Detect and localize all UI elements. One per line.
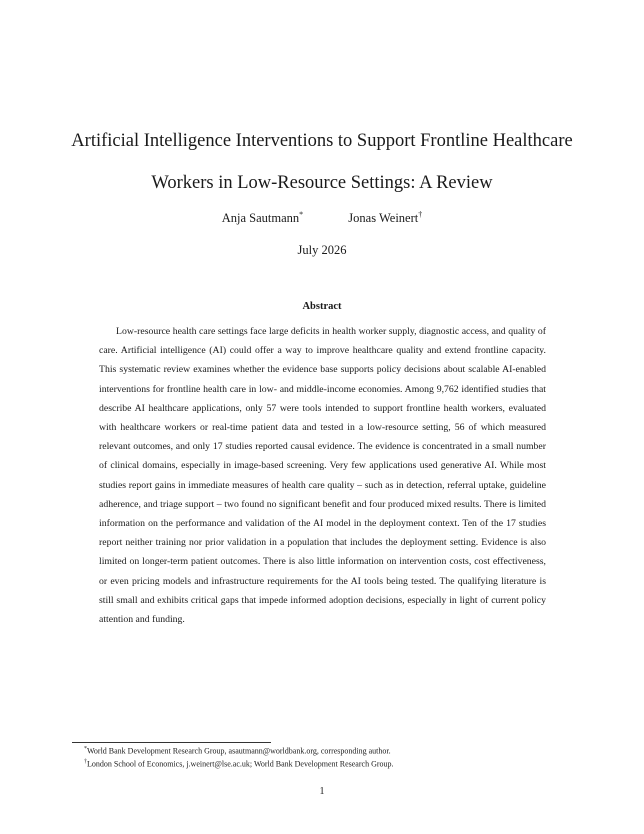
footnote-1 [84,744,564,757]
abstract-text: Low-resource health care settings face large deficits in health worker supply, diagnostic access, and quality of care. Artificial intelligence (AI) could offer a way to improve healthcare quality and extend frontline capacity. This systematic review examines whether the evidence base supports policy decisions about scalable AI-enabled interventions for frontline health care in low- and middle-income economies. Among 9,762 identified studies that describe AI healthcare applications, only 57 were tools intended to support frontline health workers, evaluated with healthcare workers or real-time patient data and tested in a low-resource setting, 56 of which measured relevant outcomes, and only 17 studies reported causal evidence. The evidence is concentrated in a small number of clinical domains, especially in image-based screening. Very few applications used generative AI. While most studies report gains in immediate measures of health care quality – such as in detection, referral uptake, guideline adherence, and triage support – two found no significant benefit and four produced mixed results. There is limited information on the performance and validation of the AI model in the deployment context. Ten of the 17 studies report neither training nor prior validation in a population that includes the deployment setting. Evidence is also limited on longer-term patient outcomes. There is also little information on intervention costs, cost effectiveness, or even pricing models and infrastructure requirements for the AI tools being tested. The qualifying literature is still small and exhibits critical gaps that impede informed adoption decisions, especially in light of current policy attention and funding. [99,326,546,626]
author-1-mark: * [299,210,304,219]
footnote-rule [72,742,271,743]
abstract-heading: Abstract [302,301,342,312]
author-1 [222,210,303,226]
footnote-2 [84,757,564,770]
author-list [0,210,644,226]
footnote-1-text: World Bank Development Research Group, asautmann@worldbank.org, corresponding author. [87,746,391,756]
author-2-name: Jonas Weinert [348,211,419,226]
footnotes [84,744,564,769]
publication-date: July 2026 [297,243,347,257]
page-number: 1 [319,786,325,797]
footnote-2-text: London School of Economics, j.weinert@lse.ac.uk; World Bank Development Research Group. [87,759,394,769]
footnote-1-mark: * [84,746,87,752]
author-2 [348,210,422,226]
paper-title: Artificial Intelligence Interventions to Support Frontline Healthcare Workers in Low-Resource Settings: A Review [71,131,573,193]
footnote-2-mark: † [84,758,87,765]
author-2-mark: † [418,210,423,219]
author-1-name: Anja Sautmann [221,211,300,226]
